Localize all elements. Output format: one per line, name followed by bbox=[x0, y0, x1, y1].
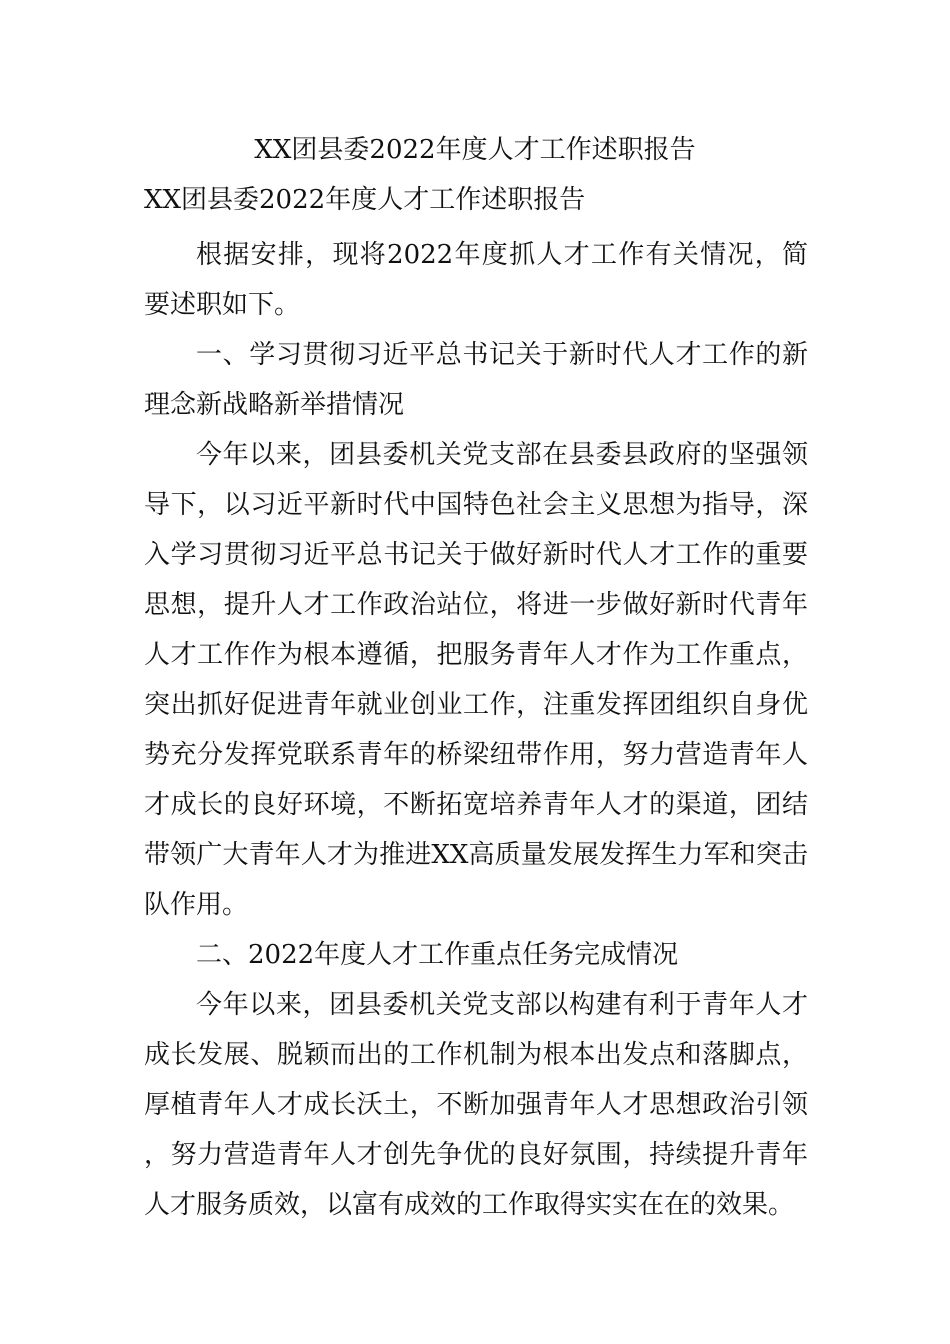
section-heading-1: 一、学习贯彻习近平总书记关于新时代人才工作的新理念新战略新举措情况 bbox=[144, 340, 808, 420]
paragraph-intro: 根据安排，现将2022年度抓人才工作有关情况，简要述职如下。 bbox=[144, 240, 808, 320]
paragraph-section-1: 今年以来，团县委机关党支部在县委县政府的坚强领导下，以习近平新时代中国特色社会主义思想为指导，深入学习贯彻习近平总书记关于做好新时代人才工作的重要思想，提升人才工作政治站位，将进一步做好新时代青年人才工作作为根本遵循，把服务青年人才作为工作重点，突出抓好促进青年就业创业工作，注重发挥团组织自身优势充分发挥党联系青年的桥梁纽带作用，努力营造青年人才成长的良好环境，不断拓宽培养青年人才的渠道，团结带领广大青年人才为推进XX高质量发展发挥生力军和突击队作用。 bbox=[144, 440, 808, 920]
document-title: XX团县委2022年度人才工作述职报告 bbox=[254, 135, 696, 165]
section-heading-2: 二、2022年度人才工作重点任务完成情况 bbox=[196, 940, 679, 970]
paragraph-section-2: 今年以来，团县委机关党支部以构建有利于青年人才成长发展、脱颖而出的工作机制为根本出发点和落脚点，厚植青年人才成长沃土，不断加强青年人才思想政治引领，努力营造青年人才创先争优的良好氛围，持续提升青年人才服务质效，以富有成效的工作取得实实在在的效果。 bbox=[144, 990, 808, 1220]
document-subtitle: XX团县委2022年度人才工作述职报告 bbox=[144, 185, 586, 215]
document-body bbox=[144, 230, 808, 1230]
